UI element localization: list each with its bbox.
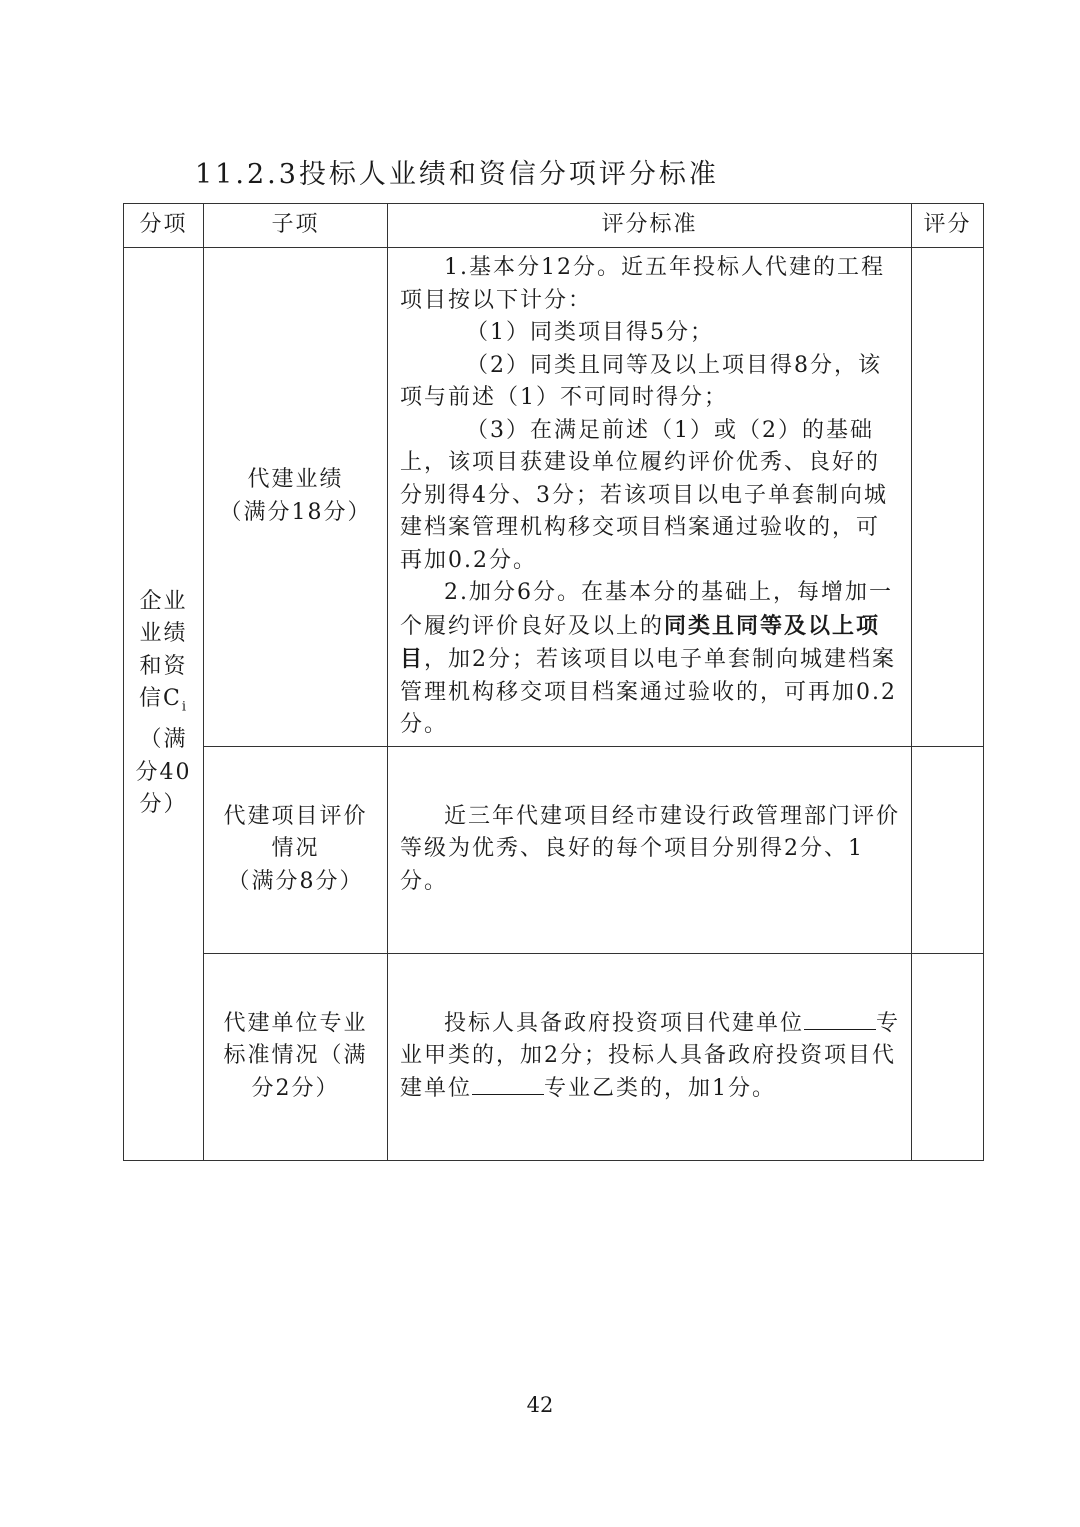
subitem-cell: [204, 953, 388, 1160]
score-cell: [912, 746, 984, 953]
subitem-title: 代建单位专业标准情况（满分2分）: [223, 1010, 368, 1101]
scoring-table: [123, 203, 984, 1161]
table-row: [124, 746, 984, 953]
subitem-title: 代建项目评价情况: [223, 803, 368, 862]
category-label: 企业业绩和资信$C_i$（满分40分）: [135, 588, 192, 818]
criteria-paragraph: （1）同类项目得5分；: [466, 320, 714, 345]
criteria-paragraph: 投标人具备政府投资项目代建单位 专业甲类的，加2分；投标人具备政府投资项目代建单位 专业乙类的，加1分。: [400, 1010, 901, 1101]
table-row: [124, 248, 984, 747]
category-cell: [124, 248, 204, 1161]
table-header-row: [124, 204, 984, 248]
page-number: 42: [526, 1393, 554, 1417]
header-category: 分项: [124, 204, 204, 248]
header-criteria: 评分标准: [388, 204, 912, 248]
section-title: 11.2.3投标人业绩和资信分项评分标准: [195, 159, 719, 190]
criteria-paragraph: 2.加分6分。在基本分的基础上，每增加一个履约评价良好及以上的同类且同等及以上项目，加2分；若该项目以电子单套制向城建档案管理机构移交项目档案通过验收的，可再加0.2分。: [400, 580, 897, 737]
score-cell: [912, 953, 984, 1160]
fill-in-blank: [472, 1076, 544, 1095]
subitem-cell: [204, 248, 388, 747]
subitem-title: 代建业绩: [247, 467, 344, 493]
criteria-paragraph: 近三年代建项目经市建设行政管理部门评价等级为优秀、良好的每个项目分别得2分、1分。: [400, 803, 901, 894]
emphasis-text: 同类且同等及以上项目: [400, 612, 881, 672]
criteria-cell: [388, 953, 912, 1160]
subitem-cell: [204, 746, 388, 953]
subitem-max-score: （满分18分）: [219, 499, 372, 525]
header-score: 评分: [912, 204, 984, 248]
header-subitem: 子项: [204, 204, 388, 248]
table-row: [124, 953, 984, 1160]
score-cell: [912, 248, 984, 747]
criteria-cell: [388, 248, 912, 747]
criteria-paragraph: （3）在满足前述（1）或（2）的基础上，该项目获建设单位履约评价优秀、良好的分别得4分、3分；若该项目以电子单套制向城建档案管理机构移交项目档案通过验收的，可再加0.2分。: [400, 417, 888, 573]
criteria-paragraph: （2）同类且同等及以上项目得8分，该项与前述（1）不可同时得分；: [400, 352, 882, 410]
criteria-paragraph: 1.基本分12分。近五年投标人代建的工程项目按以下计分：: [400, 255, 885, 313]
criteria-cell: [388, 746, 912, 953]
fill-in-blank: [804, 1011, 876, 1030]
subitem-max-score: （满分8分）: [227, 868, 364, 894]
